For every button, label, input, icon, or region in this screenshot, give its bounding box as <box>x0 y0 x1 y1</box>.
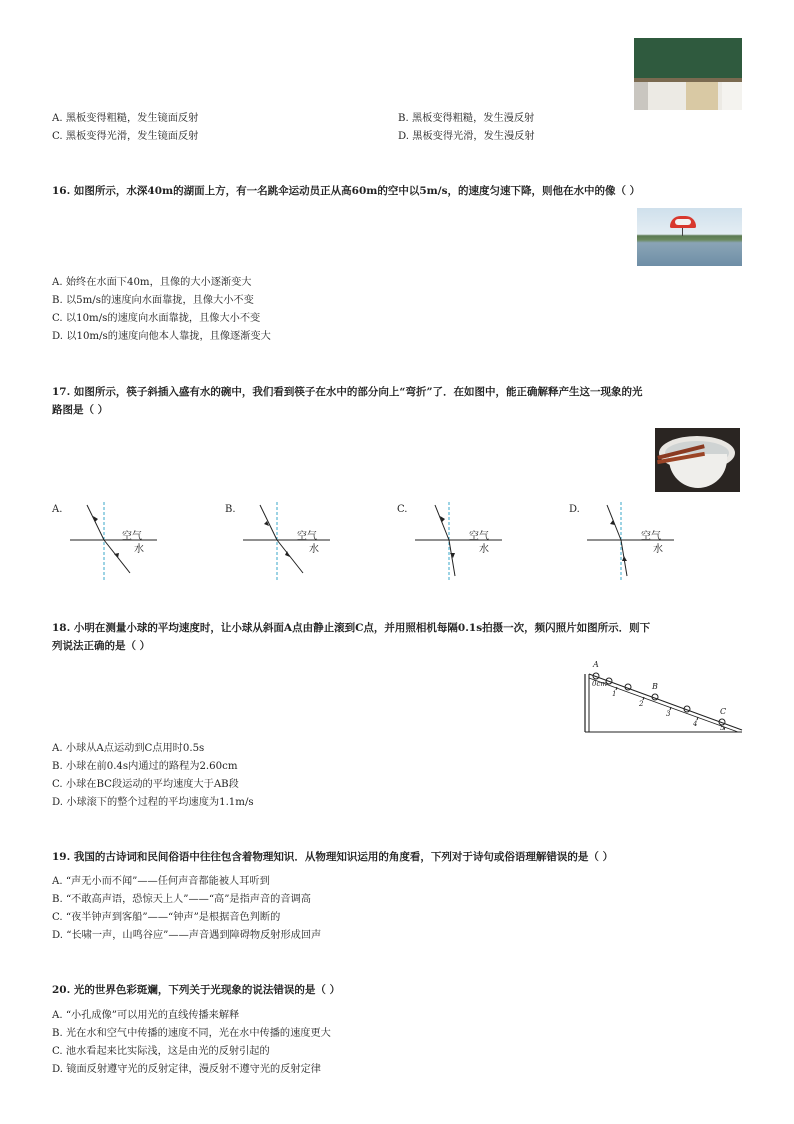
q18-stem-line1: 18. 小明在测量小球的平均速度时，让小球从斜面A点由静止滚到C点，并用照相机每隔0.1s拍摄一次，频闪照片如图所示．则下 <box>52 622 651 634</box>
q17-diagram-d-water: 水 <box>653 544 663 555</box>
q17-stem-line2: 路图是（ ） <box>52 404 109 416</box>
tick-label-5: 5 <box>720 724 725 732</box>
label-point-a: A <box>593 660 599 669</box>
tick-label-1: 1 <box>612 690 617 698</box>
label-point-b: B <box>652 682 658 691</box>
q17-diagram-b-water: 水 <box>309 544 319 555</box>
q20-stem: 20. 光的世界色彩斑斓，下列关于光现象的说法错误的是（ ） <box>52 984 341 996</box>
parachute-photo <box>637 208 742 266</box>
q16-option-a: A. 始终在水面下40m，且像的大小逐渐变大 <box>52 277 252 288</box>
q19-option-a: A. “声无小而不闻”——任何声音都能被人耳听到 <box>52 876 270 887</box>
q15-option-b: B. 黑板变得粗糙，发生漫反射 <box>398 113 535 124</box>
q17-stem-line1: 17. 如图所示，筷子斜插入盛有水的碗中，我们看到筷子在水中的部分向上“弯折”了．在如图中，能正确解释产生这一现象的光 <box>52 386 643 398</box>
q17-diagram-a-air: 空气 <box>122 531 142 542</box>
q17-diagram-c <box>397 500 517 585</box>
q15-option-c: C. 黑板变得光滑，发生镜面反射 <box>52 131 199 142</box>
label-point-c: C <box>720 707 727 716</box>
q17-diagram-c-letter: C. <box>397 504 408 515</box>
q18-option-b: B. 小球在前0.4s内通过的路程为2.60cm <box>52 761 238 772</box>
q19-option-b: B. “不敢高声语，恐惊天上人”——“高”是指声音的音调高 <box>52 894 311 905</box>
q18-stem-line2: 列说法正确的是（ ） <box>52 640 151 652</box>
incline-drawing <box>582 660 744 734</box>
q17-diagram-c-water: 水 <box>479 544 489 555</box>
q17-diagram-a-letter: A. <box>52 504 63 515</box>
incline-strobe-figure <box>582 660 744 734</box>
q15-option-d: D. 黑板变得光滑，发生漫反射 <box>398 131 535 142</box>
q18-option-a: A. 小球从A点运动到C点用时0.5s <box>52 743 205 754</box>
label-zero-cm: 0cm <box>592 680 608 688</box>
q17-diagram-b-air: 空气 <box>297 531 317 542</box>
q17-diagram-b <box>225 500 345 585</box>
blackboard-photo <box>634 38 742 110</box>
q17-diagram-a-water: 水 <box>134 544 144 555</box>
q18-option-d: D. 小球滚下的整个过程的平均速度为1.1m/s <box>52 797 254 808</box>
q17-diagram-c-air: 空气 <box>469 531 489 542</box>
tick-label-3: 3 <box>666 710 671 718</box>
q19-stem: 19. 我国的古诗词和民间俗语中往往包含着物理知识．从物理知识运用的角度看，下列对于诗句或俗语理解错误的是（ ） <box>52 851 614 863</box>
refraction-diagram-a <box>52 500 172 585</box>
q16-option-c: C. 以10m/s的速度向水面靠拢，且像大小不变 <box>52 313 261 324</box>
q19-option-d: D. “长啸一声，山鸣谷应”——声音遇到障碍物反射形成回声 <box>52 930 322 941</box>
refraction-diagram-d <box>569 500 689 585</box>
q20-option-c: C. 池水看起来比实际浅，这是由光的反射引起的 <box>52 1046 270 1057</box>
q17-diagram-b-letter: B. <box>225 504 236 515</box>
q20-option-a: A. “小孔成像”可以用光的直线传播来解释 <box>52 1010 240 1021</box>
q20-option-b: B. 光在水和空气中传播的速度不同，光在水中传播的速度更大 <box>52 1028 331 1039</box>
refraction-diagram-b <box>225 500 345 585</box>
q20-option-d: D. 镜面反射遵守光的反射定律，漫反射不遵守光的反射定律 <box>52 1064 321 1075</box>
q17-diagram-a <box>52 500 172 585</box>
q18-option-c: C. 小球在BC段运动的平均速度大于AB段 <box>52 779 239 790</box>
tick-label-4: 4 <box>693 720 698 728</box>
q16-option-b: B. 以5m/s的速度向水面靠拢，且像大小不变 <box>52 295 254 306</box>
refraction-diagram-c <box>397 500 517 585</box>
q19-option-c: C. “夜半钟声到客船”——“钟声”是根据音色判断的 <box>52 912 281 923</box>
bowl-chopsticks-photo <box>655 428 740 492</box>
q16-stem: 16. 如图所示，水深40m的湖面上方，有一名跳伞运动员正从高60m的空中以5m/s，的速度匀速下降，则他在水中的像（ ） <box>52 185 641 197</box>
q16-option-d: D. 以10m/s的速度向他本人靠拢，且像逐渐变大 <box>52 331 271 342</box>
q17-diagram-d-air: 空气 <box>641 531 661 542</box>
tick-label-2: 2 <box>639 700 644 708</box>
q17-diagram-d-letter: D. <box>569 504 580 515</box>
q15-option-a: A. 黑板变得粗糙，发生镜面反射 <box>52 113 199 124</box>
q17-diagram-d <box>569 500 689 585</box>
